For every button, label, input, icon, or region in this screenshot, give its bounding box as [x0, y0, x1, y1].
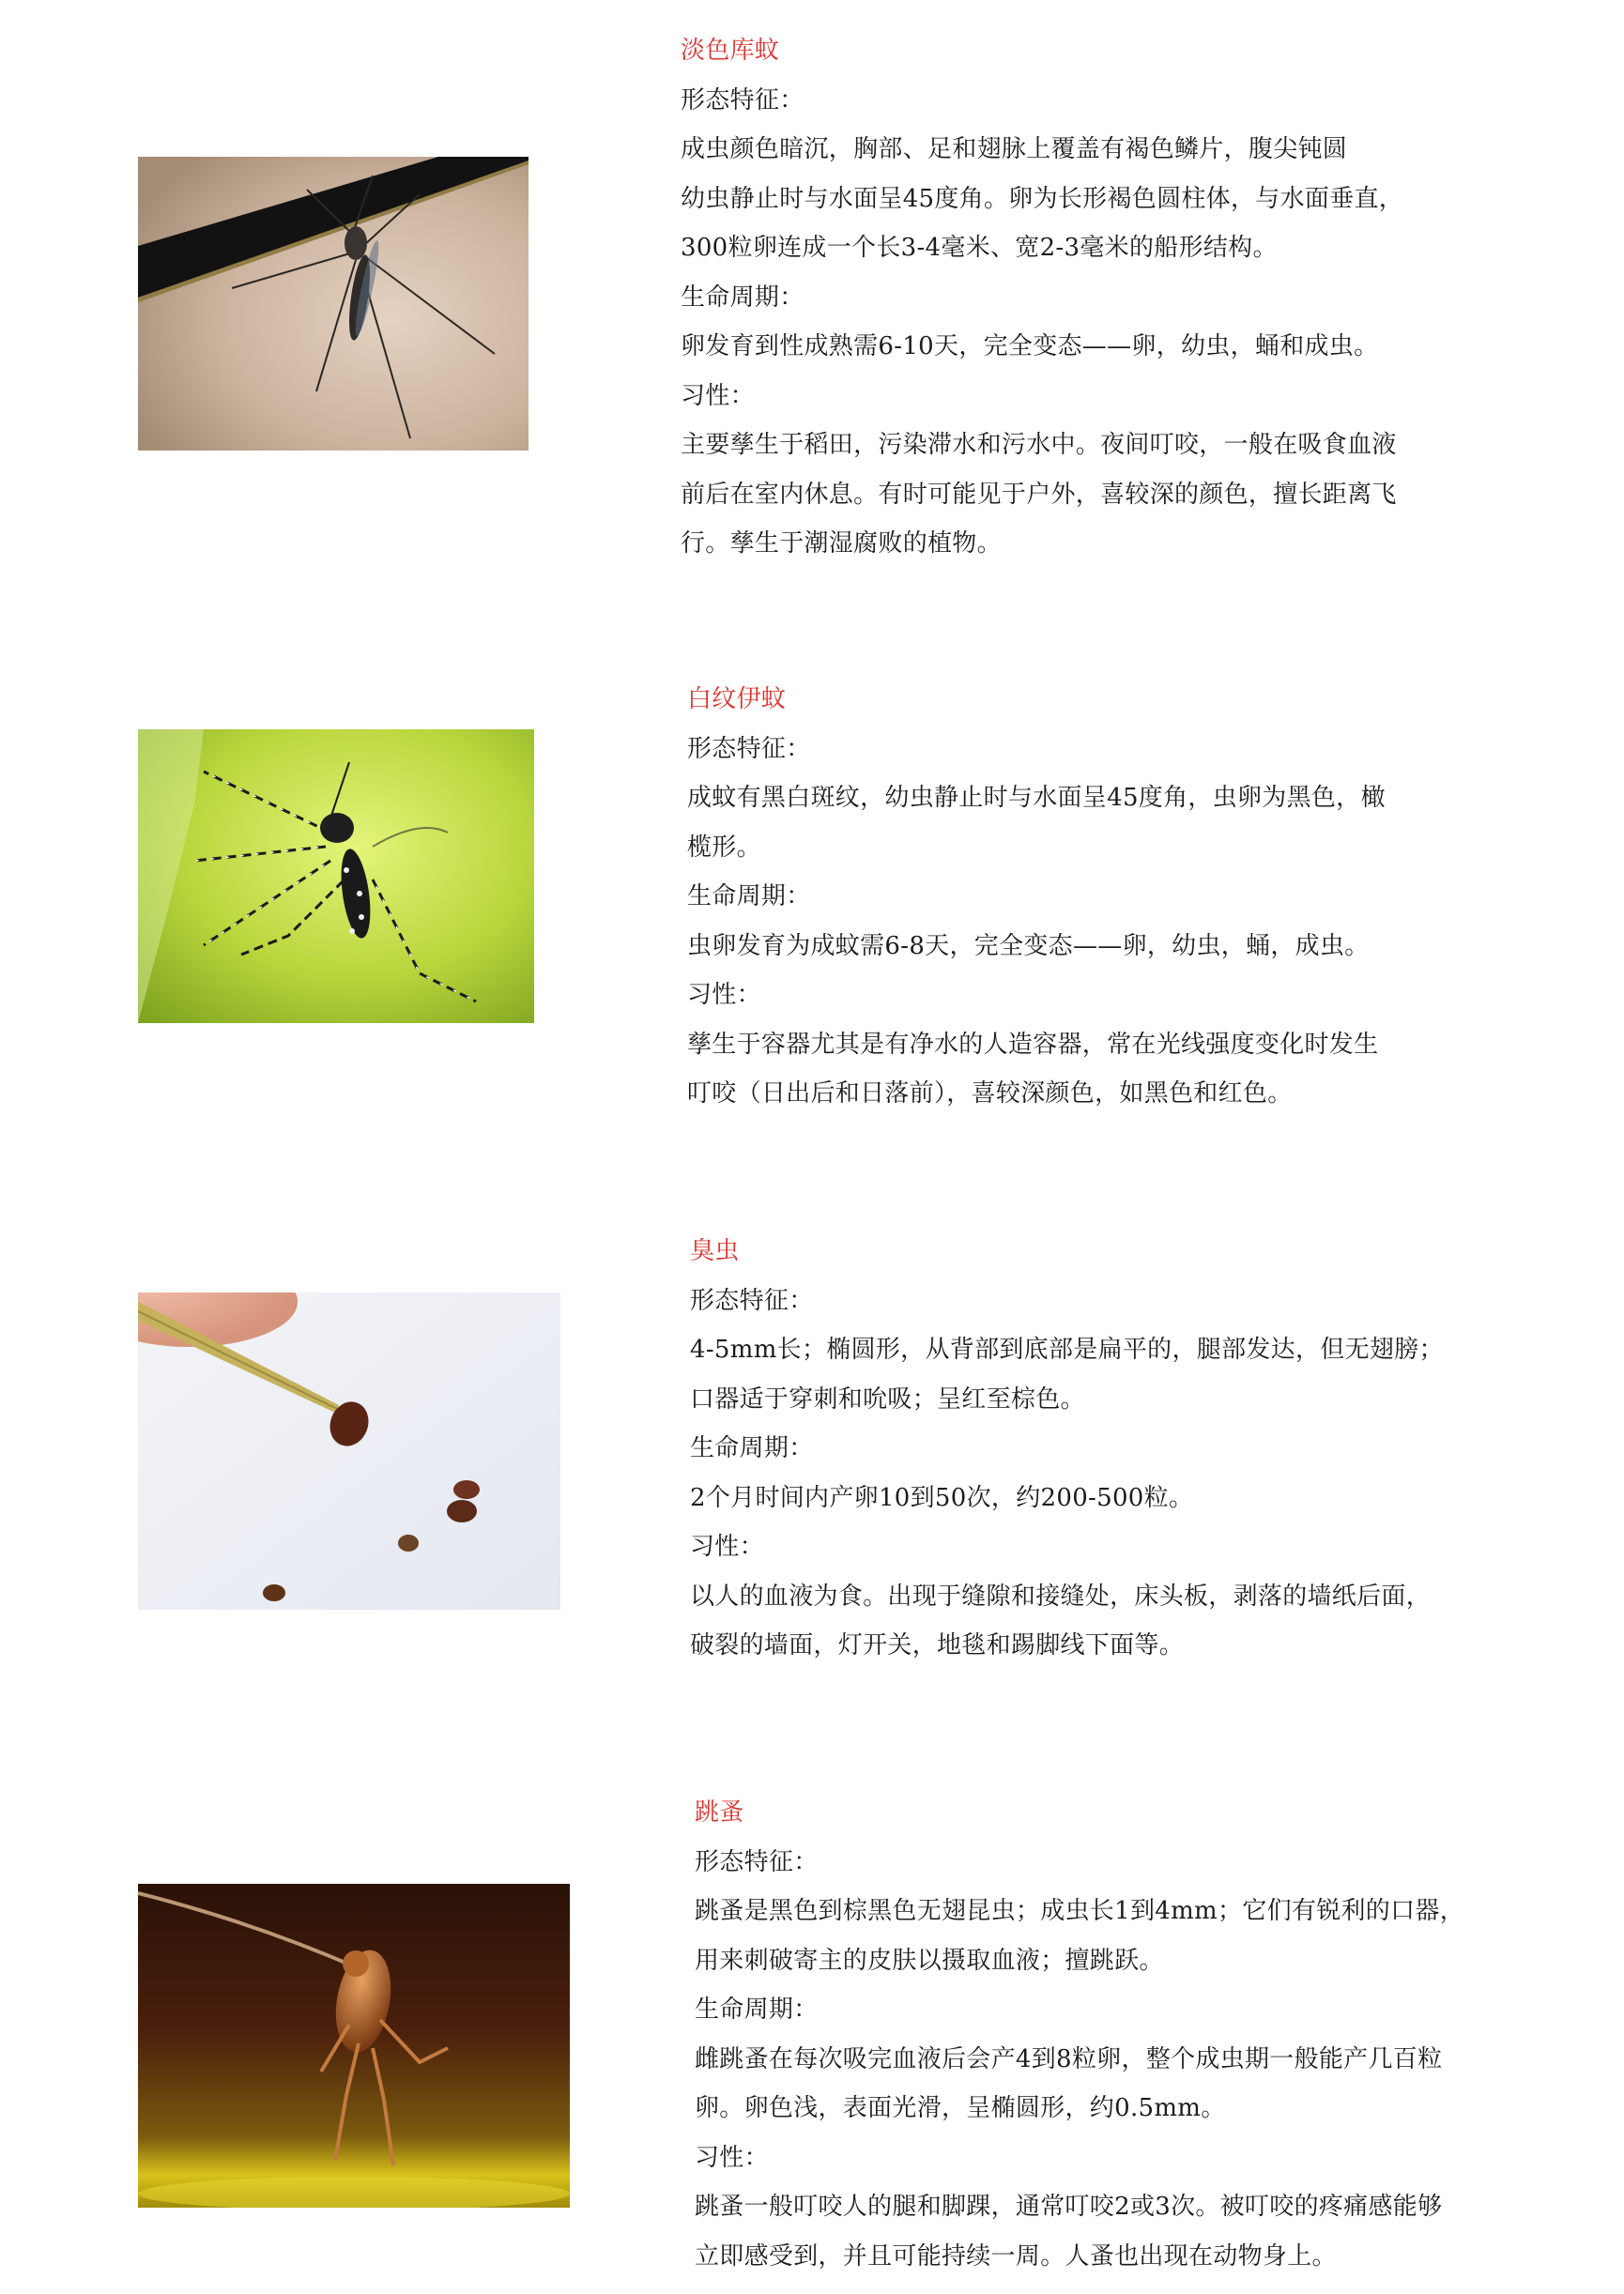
habits-text: 行。孳生于潮湿腐败的植物。	[681, 529, 1002, 558]
pest-info-culex	[681, 26, 1403, 569]
lifecycle-heading: 生命周期：	[681, 283, 804, 312]
pest-title: 淡色库蚊	[681, 37, 780, 65]
habits-heading: 习性：	[695, 2143, 769, 2172]
pest-title: 跳蚤	[695, 1798, 744, 1827]
flea-photo-icon	[138, 1884, 570, 2208]
habits-text: 叮咬（日出后和日落前），喜较深颜色，如黑色和红色。	[687, 1079, 1293, 1108]
morphology-heading: 形态特征：	[690, 1286, 814, 1315]
pest-info-aedes	[687, 675, 1386, 1119]
mosquito-photo-icon	[138, 157, 529, 451]
morphology-heading: 形态特征：	[681, 85, 804, 115]
morphology-text: 300粒卵连成一个长3-4毫米、宽2-3毫米的船形结构。	[681, 234, 1278, 262]
morphology-heading: 形态特征：	[695, 1847, 819, 1876]
habits-heading: 习性：	[687, 981, 761, 1009]
lifecycle-text: 卵发育到性成熟需6-10天，完全变态——卵，幼虫，蛹和成虫。	[681, 332, 1379, 360]
pest-info-bedbug	[690, 1227, 1444, 1671]
morphology-text: 成蚊有黑白斑纹，幼虫静止时与水面呈45度角，虫卵为黑色，橄	[687, 784, 1386, 812]
morphology-text: 跳蚤是黑色到棕黑色无翅昆虫；成虫长1到4mm；它们有锐利的口器，	[695, 1897, 1464, 1925]
morphology-heading: 形态特征：	[687, 734, 811, 763]
lifecycle-text: 雌跳蚤在每次吸完血液后会产4到8粒卵，整个成虫期一般能产几百粒	[695, 2044, 1443, 2073]
lifecycle-text: 虫卵发育为成蚊需6-8天，完全变态——卵，幼虫，蛹，成虫。	[687, 931, 1370, 960]
morphology-text: 幼虫静止时与水面呈45度角。卵为长形褐色圆柱体，与水面垂直，	[681, 184, 1404, 213]
lifecycle-heading: 生命周期：	[690, 1434, 814, 1462]
lifecycle-heading: 生命周期：	[695, 1996, 819, 2024]
pest-title: 白纹伊蚊	[687, 685, 787, 713]
habits-text: 跳蚤一般叮咬人的腿和脚踝，通常叮咬2或3次。被叮咬的疼痛感能够	[695, 2193, 1443, 2221]
morphology-text: 用来刺破寄主的皮肤以摄取血液；擅跳跃。	[695, 1946, 1164, 1975]
lifecycle-text: 卵。卵色浅，表面光滑，呈椭圆形，约0.5mm。	[695, 2094, 1226, 2122]
habits-text: 主要孳生于稻田，污染滞水和污水中。夜间叮咬，一般在吸食血液	[681, 431, 1397, 459]
habits-text: 孳生于容器尤其是有净水的人造容器，常在光线强度变化时发生	[687, 1030, 1379, 1059]
morphology-text: 榄形。	[687, 833, 761, 862]
habits-heading: 习性：	[681, 381, 755, 410]
bedbug-photo-icon	[138, 1292, 560, 1610]
lifecycle-text: 2个月时间内产卵10到50次，约200-500粒。	[690, 1483, 1194, 1512]
morphology-text: 成虫颜色暗沉，胸部、足和翅脉上覆盖有褐色鳞片，腹尖钝圆	[681, 135, 1348, 163]
habits-heading: 习性：	[690, 1533, 764, 1561]
morphology-text: 口器适于穿刺和吮吸；呈红至棕色。	[690, 1384, 1085, 1414]
habits-text: 立即感受到，并且可能持续一周。人蚤也出现在动物身上。	[695, 2241, 1337, 2271]
pest-info-flea	[695, 1788, 1464, 2281]
habits-text: 前后在室内休息。有时可能见于户外，喜较深的颜色，擅长距离飞	[681, 480, 1397, 509]
tiger-mosquito-photo-icon	[138, 729, 534, 1023]
habits-text: 以人的血液为食。出现于缝隙和接缝处，床头板，剥落的墙纸后面，	[690, 1582, 1432, 1611]
morphology-text: 4-5mm长；椭圆形，从背部到底部是扁平的，腿部发达，但无翅膀；	[690, 1336, 1444, 1364]
habits-text: 破裂的墙面，灯开关，地毯和踢脚线下面等。	[690, 1631, 1185, 1659]
pest-title: 臭虫	[690, 1237, 740, 1265]
lifecycle-heading: 生命周期：	[687, 882, 811, 910]
